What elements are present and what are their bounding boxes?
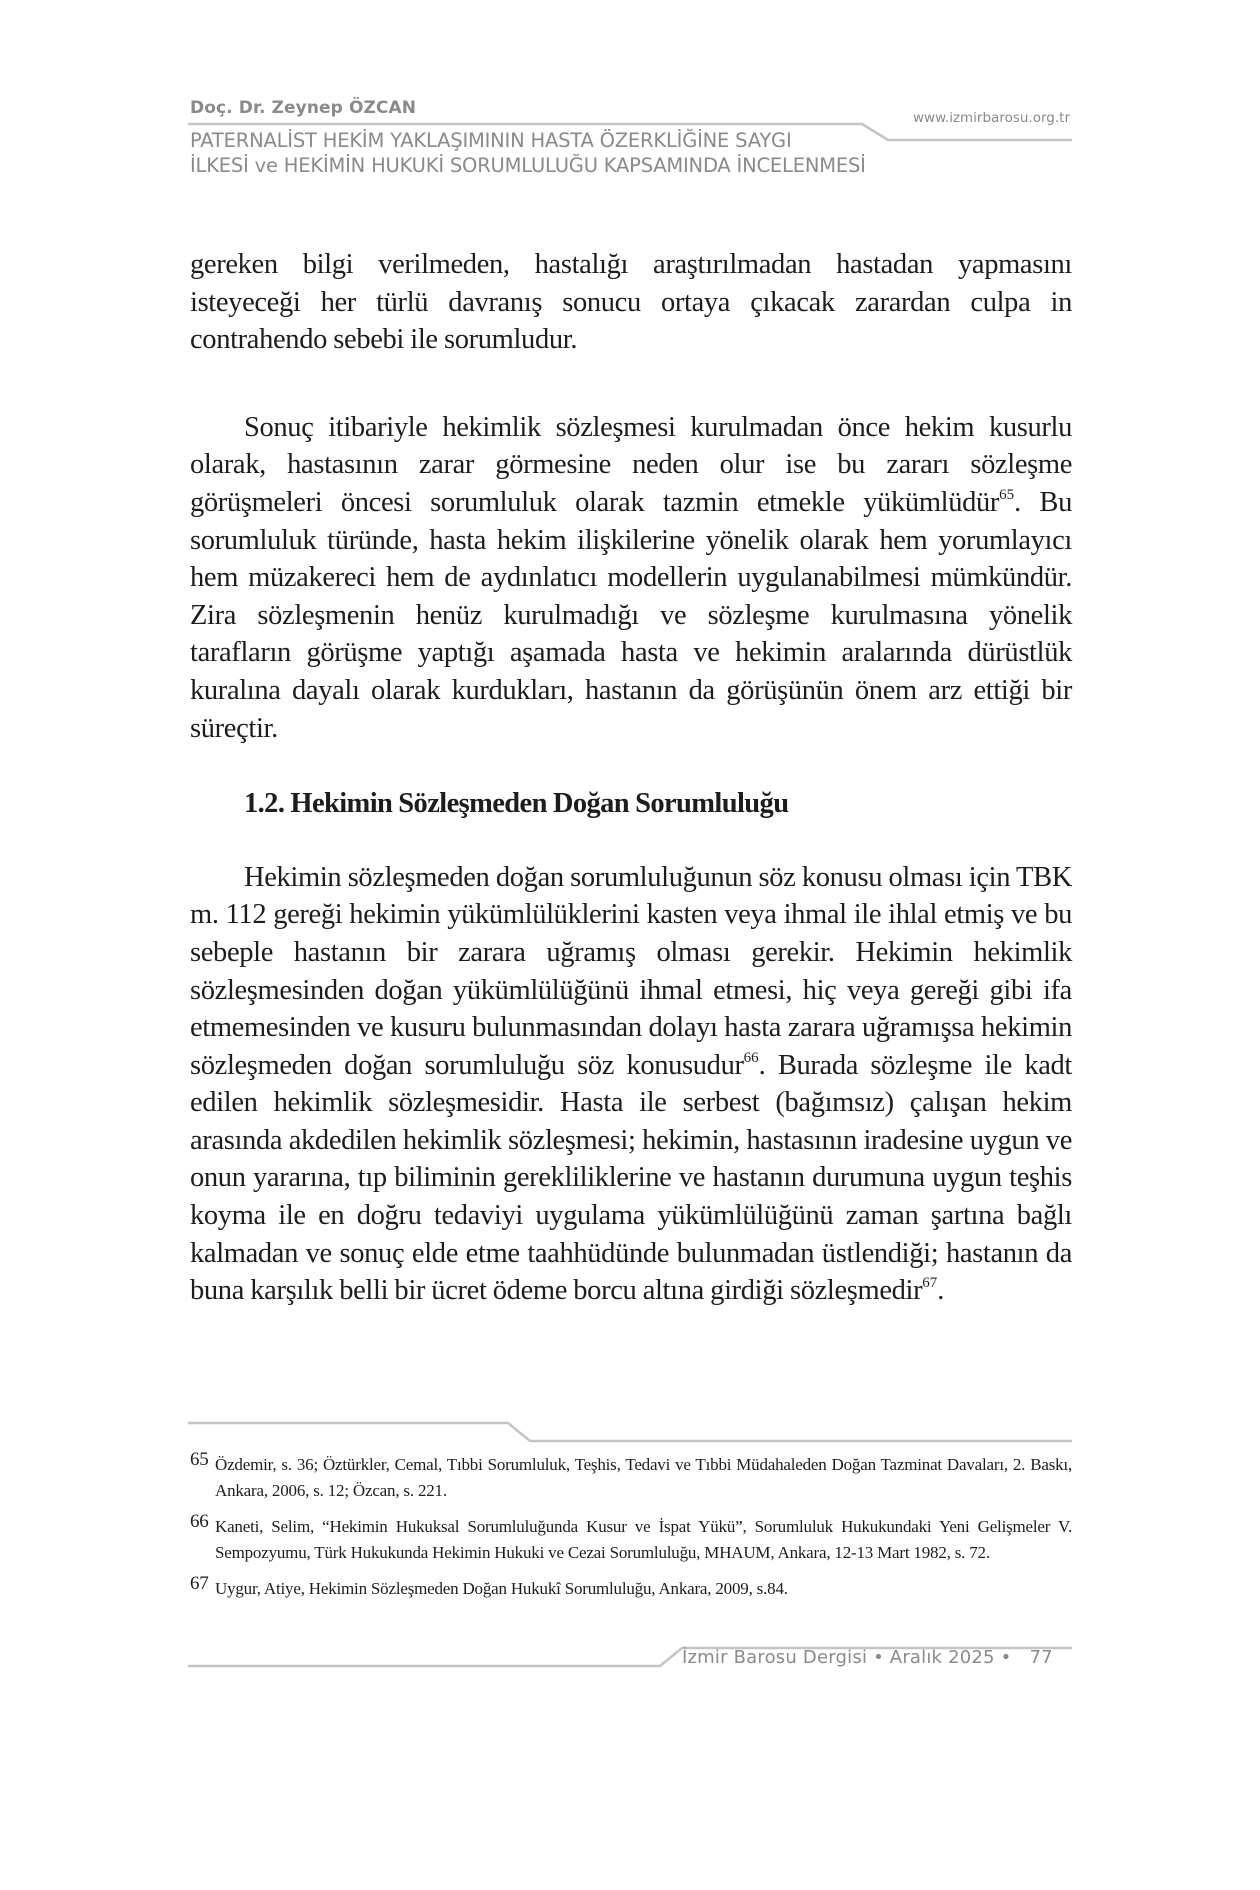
header-article-title [190,128,950,178]
footnote-number: 66 [190,1511,209,1532]
header-author: Doç. Dr. Zeynep ÖZCAN [190,98,417,118]
footnote-reference-66[interactable]: 66 [743,1049,759,1066]
header-title-line-1: PATERNALİST HEKİM YAKLAŞIMININ HASTA ÖZERKLİĞİNE SAYGI [190,129,792,152]
paragraph-1: gereken bilgi verilmeden, hastalığı araştırılmadan hastadan yapmasını isteyeceği her türlü davranış sonucu ortaya çıkacak zarardan culpa in contrahendo sebebi ile sorumludur. [190,249,1072,356]
footnote-text: Özdemir, s. 36; Öztürkler, Cemal, Tıbbi Sorumluluk, Teşhis, Tedavi ve Tıbbi Müdahaleden Doğan Tazminat Davaları, 2. Baskı, Ankara, 2006, s. 12; Özcan, s. 221. [215,1455,1072,1500]
page-footer [682,1647,1053,1668]
article-body [190,246,1072,1310]
paragraph-3-text-a: Hekimin sözleşmeden doğan sorumluluğunun söz konusu olması için TBK m. 112 gereği hekimin yükümlülüklerini kasten veya ihmal ile ihlal etmiş ve bu sebeple hastanın bir zarara uğramış olması gerekir. Hekimin hekimlik sözleşmesinden doğan yükümlülüğünü ihmal etmesi, hiç veya gereği gibi ifa etmemesinden ve kusuru bulunmasından dolayı hasta zarara uğramışsa hekimin sözleşmeden doğan sorumluluğu söz konusudur [190,861,1072,1081]
paragraph-2-text-a: Sonuç itibariyle hekimlik sözleşmesi kurulmadan önce hekim kusurlu olarak, hastasının zarar görmesine neden olur ise bu zararı sözleşme görüşmeleri öncesi sorumluluk olarak tazmin etmekle yükümlüdür [190,411,1072,518]
footnote-65 [190,1449,1072,1504]
footnote-67 [190,1573,1072,1602]
paragraph-2 [190,409,1072,747]
footnote-text: Uygur, Atiye, Hekimin Sözleşmeden Doğan Hukukî Sorumluluğu, Ankara, 2009, s.84. [215,1579,788,1598]
paragraph-3-end: . [937,1275,945,1307]
header-website-url: www.izmirbarosu.org.tr [913,110,1070,126]
footnote-text: Kaneti, Selim, “Hekimin Hukuksal Sorumluluğunda Kusur ve İspat Yükü”, Sorumluluk Hukukundaki Yeni Gelişmeler V. Sempozyumu, Türk Hukukunda Hekimin Hukuki ve Cezai Sorumluluğu, MHAUM, Ankara, 12-13 Mart 1982, s. 72. [215,1517,1072,1562]
footnotes [190,1449,1072,1612]
section-heading: 1.2. Hekimin Sözleşmeden Doğan Sorumluluğu [244,788,789,820]
paragraph-2-text-b: . Bu sorumluluk türünde, hasta hekim ilişkilerine yönelik olarak hem yorumlayıcı hem müzakereci hem de aydınlatıcı modellerin uygulanabilmesi mümkündür. Zira sözleşmenin henüz kurulmadığı ve sözleşme kurulmasına yönelik tarafların görüşme yaptığı aşamada hasta ve hekimin aralarında dürüstlük kuralına dayalı olarak kurdukları, hastanın da görüşünün önem arz ettiği bir süreçtir. [190,486,1072,744]
footer-journal-name: İzmir Barosu Dergisi • Aralık 2025 • [682,1647,1012,1668]
header-title-line-2: İLKESİ ve HEKİMİN HUKUKİ SORUMLULUĞU KAPSAMINDA İNCELENMESİ [190,154,866,177]
footnote-reference-67[interactable]: 67 [922,1275,938,1292]
footnote-number: 67 [190,1573,209,1594]
paragraph-3-text-b: . Burada sözleşme ile kadt edilen hekimlik sözleşmesidir. Hasta ile serbest (bağımsız) çalışan hekim arasında akdedilen hekimlik sözleşmesi; hekimin, hastasının iradesine uygun ve onun yararına, tıp biliminin gerekliliklerine ve hastanın durumuna uygun teşhis koyma ile en doğru tedaviyi uygulama yükümlülüğünü zaman şartına bağlı kalmadan ve sonuç elde etme taahhüdünde bulunmadan üstlendiği; hastanın da buna karşılık belli bir ücret ödeme borcu altına girdiği sözleşmedir [190,1049,1072,1307]
footnote-reference-65[interactable]: 65 [999,486,1015,503]
footnote-number: 65 [190,1449,209,1470]
footnote-66 [190,1511,1072,1566]
footnote-divider [188,1423,1072,1441]
page-number: 77 [1029,1647,1053,1668]
paragraph-3 [190,859,1072,1310]
